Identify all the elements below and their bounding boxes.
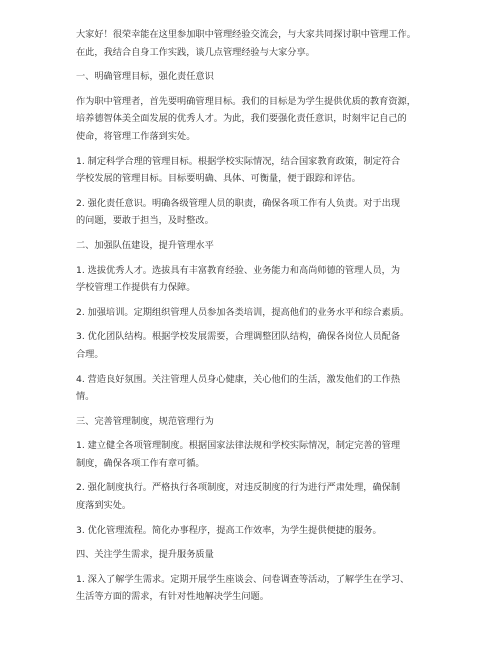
line: 1. 深入了解学生需求。定期开展学生座谈会、问卷调查等活动，了解学生在学习、 — [76, 573, 410, 585]
line: 作为职中管理者，首先要明确管理目标。我们的目标是为学生提供优质的教育资源， — [76, 95, 416, 107]
section-3-point-2 — [76, 479, 442, 514]
section-2-point-2 — [76, 304, 442, 322]
line: 学校管理工作提供有力保障。 — [76, 282, 196, 294]
section-1-point-1 — [76, 153, 442, 188]
line: 2. 强化责任意识。明确各级管理人员的职责，确保各项工作有人负责。对于出现 — [76, 197, 401, 209]
line: 4. 营造良好氛围。关注管理人员身心健康，关心他们的生活，激发他们的工作热 — [76, 373, 401, 385]
section-2-point-4 — [76, 371, 442, 406]
intro-paragraph — [76, 26, 442, 61]
line: 培养德智体美全面发展的优秀人才。为此，我们要强化责任意识，时刻牢记自己的 — [76, 113, 407, 125]
line: 1. 制定科学合理的管理目标。根据学校实际情况，结合国家教育政策，制定符合 — [76, 155, 401, 167]
line: 在此，我结合自身工作实践，谈几点管理经验与大家分享。 — [76, 46, 315, 58]
line: 2. 加强培训。定期组织管理人员参加各类培训，提高他们的业务水平和综合素质。 — [76, 306, 410, 318]
line: 1. 选拔优秀人才。选拔具有丰富教育经验、业务能力和高尚师德的管理人员，为 — [76, 264, 401, 276]
line: 1. 建立健全各项管理制度。根据国家法律法规和学校实际情况，制定完善的管理 — [76, 440, 401, 452]
section-3-point-1 — [76, 437, 442, 472]
section-2-heading: 二、加强队伍建设，提升管理水平 — [76, 239, 214, 251]
line: 制度，确保各项工作有章可循。 — [76, 457, 205, 469]
line: 度落到实处。 — [76, 500, 132, 512]
section-2-point-1 — [76, 262, 442, 297]
line: 的问题，要敢于担当，及时整改。 — [76, 215, 214, 227]
section-1-point-2 — [76, 195, 442, 230]
section-3-heading: 三、完善管理制度，规范管理行为 — [76, 415, 214, 427]
line: 大家好！很荣幸能在这里参加职中管理经验交流会，与大家共同探讨职中管理工作。 — [76, 29, 416, 40]
line: 使命，将管理工作落到实处。 — [76, 130, 196, 142]
section-1-intro — [76, 93, 442, 146]
section-3-point-3 — [76, 522, 442, 540]
section-1-heading: 一、明确管理目标，强化责任意识 — [76, 71, 214, 83]
line: 生活等方面的需求，有针对性地解决学生问题。 — [76, 591, 269, 603]
line: 学校发展的管理目标。目标要明确、具体、可衡量，便于跟踪和评估。 — [76, 173, 361, 185]
document-body — [76, 26, 442, 606]
line: 2. 强化制度执行。严格执行各项制度，对违反制度的行为进行严肃处理，确保制 — [76, 482, 401, 494]
line: 3. 优化管理流程。简化办事程序，提高工作效率，为学生提供便捷的服务。 — [76, 524, 382, 536]
section-2-point-3 — [76, 328, 442, 363]
line: 合理。 — [76, 348, 104, 360]
line: 3. 优化团队结构。根据学校发展需要，合理调整团队结构，确保各岗位人员配备 — [76, 331, 401, 343]
section-4-heading: 四、关注学生需求，提升服务质量 — [76, 549, 214, 561]
line: 情。 — [76, 391, 95, 403]
section-4-point-1 — [76, 571, 442, 606]
